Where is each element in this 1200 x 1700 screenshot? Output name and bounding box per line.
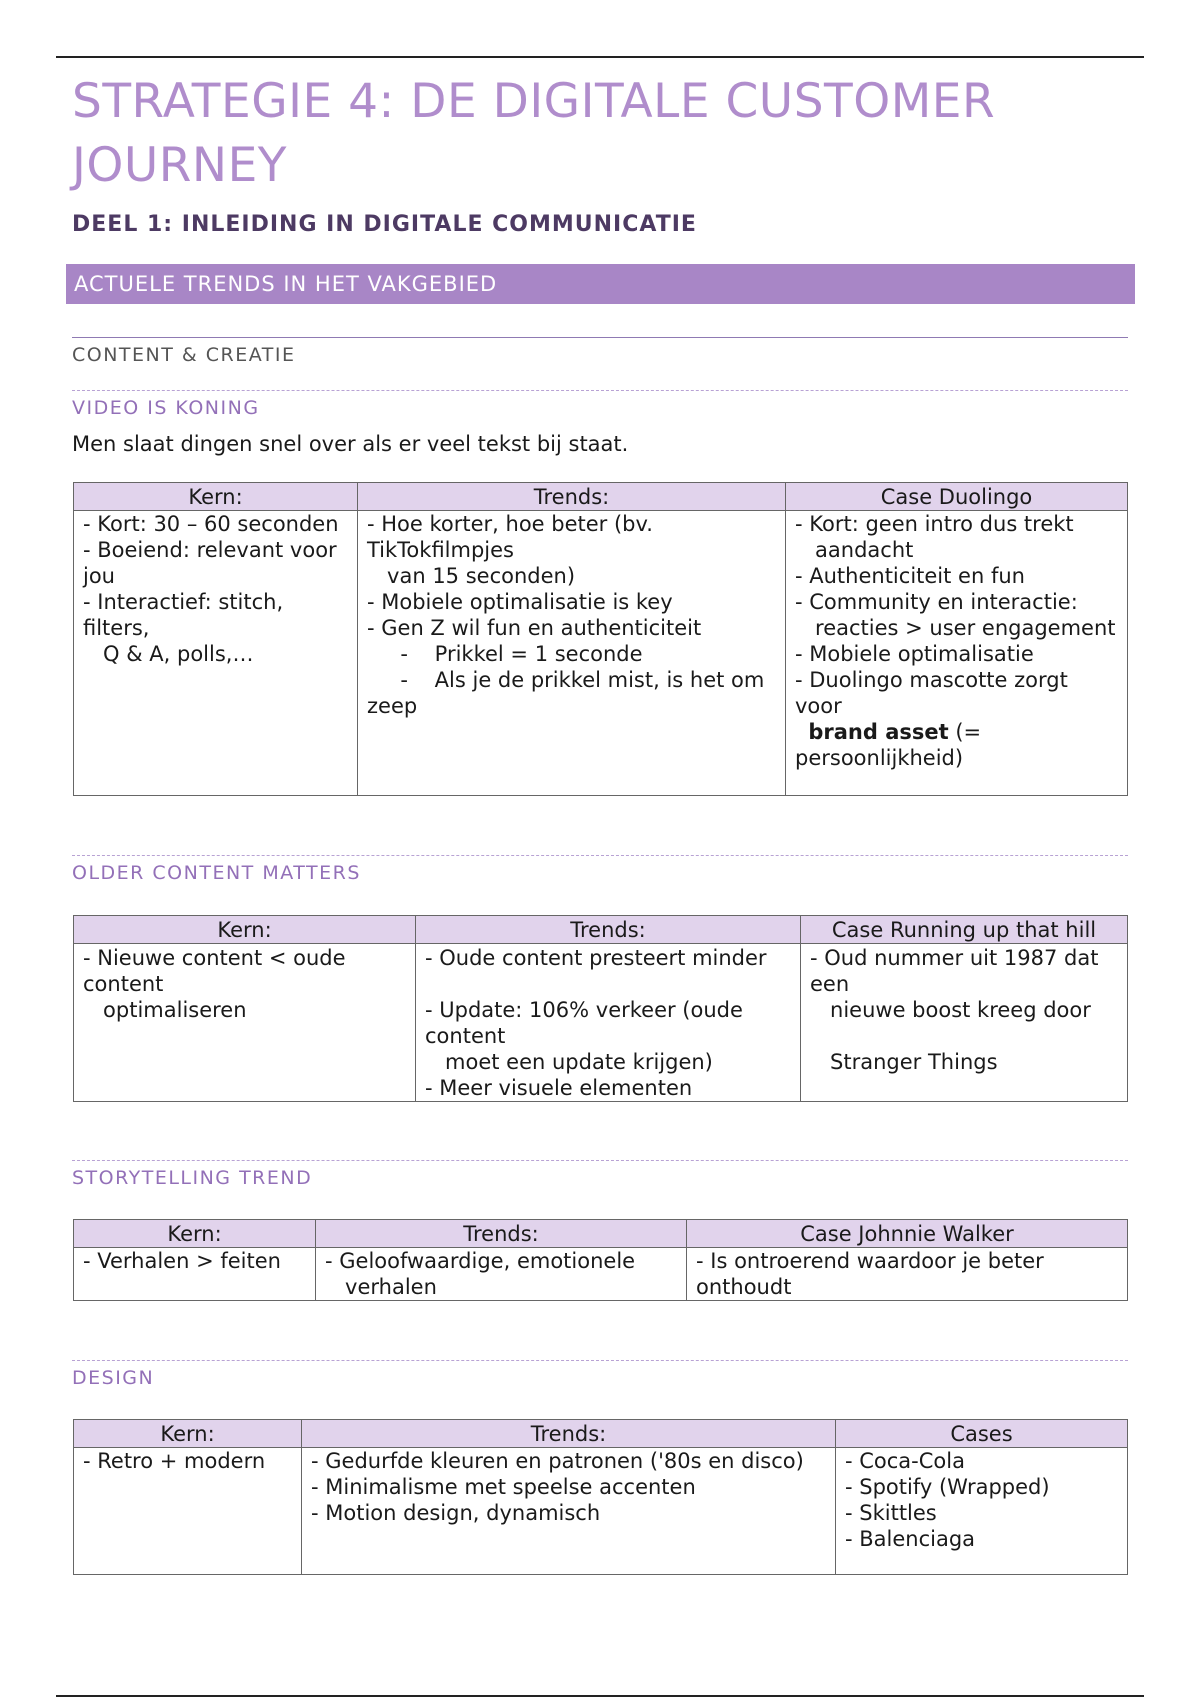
bottom-rule	[56, 1695, 1144, 1697]
kern-cell	[74, 944, 416, 1102]
list-item: - Nieuwe content < oude content	[83, 946, 353, 996]
list-item: - Gen Z wil fun en authenticiteit	[367, 616, 702, 640]
header-trends: Trends:	[416, 916, 801, 944]
brand-asset-bold: brand asset	[808, 720, 949, 744]
list-item: - Motion design, dynamisch	[311, 1501, 601, 1525]
part-subtitle: DEEL 1: INLEIDING IN DIGITALE COMMUNICATIE	[72, 212, 697, 237]
list-item: - Retro + modern	[83, 1449, 266, 1473]
list-item: - Is ontroerend waardoor je beter onthoudt	[696, 1249, 1051, 1299]
storytelling-table	[73, 1219, 1128, 1301]
list-item: reacties > user engagement	[795, 616, 1116, 640]
list-item: - Kort: geen intro dus trekt	[795, 512, 1074, 536]
top-rule	[56, 56, 1144, 58]
trends-cell	[316, 1248, 687, 1301]
list-item: - Geloofwaardige, emotionele	[325, 1249, 636, 1273]
header-case: Case Johnnie Walker	[687, 1220, 1128, 1248]
video-table	[73, 482, 1128, 796]
storytelling-heading: STORYTELLING TREND	[72, 1160, 1128, 1189]
older-table	[73, 915, 1128, 1102]
table-row	[74, 511, 1128, 796]
list-item: - Coca-Cola	[845, 1449, 965, 1473]
kern-cell	[74, 1448, 302, 1575]
header-kern: Kern:	[74, 1220, 316, 1248]
header-trends: Trends:	[302, 1420, 836, 1448]
list-item: - Als je de prikkel mist, is het om zeep	[367, 668, 772, 718]
list-item: - Verhalen > feiten	[83, 1249, 281, 1273]
table-row	[74, 944, 1128, 1102]
header-case: Case Duolingo	[786, 483, 1128, 511]
list-item: - Community en interactie:	[795, 590, 1078, 614]
list-item: - Gedurfde kleuren en patronen ('80s en disco)	[311, 1449, 804, 1473]
header-case: Case Running up that hill	[801, 916, 1128, 944]
table-header-row	[74, 1420, 1128, 1448]
list-item: moet een update krijgen)	[425, 1050, 713, 1074]
header-case: Cases	[836, 1420, 1128, 1448]
list-item	[810, 1023, 1118, 1049]
design-table	[73, 1419, 1128, 1575]
section-bar-heading: ACTUELE TRENDS IN HET VAKGEBIED	[66, 264, 1135, 304]
case-cell	[687, 1248, 1128, 1301]
video-koning-heading: VIDEO IS KONING	[72, 390, 1128, 419]
list-item: aandacht	[795, 538, 914, 562]
table-row	[74, 1448, 1128, 1575]
design-heading: DESIGN	[72, 1360, 1128, 1389]
list-item: - Mobiele optimalisatie is key	[367, 590, 673, 614]
list-item: - Oude content presteert minder	[425, 946, 767, 970]
list-item	[425, 971, 791, 997]
list-item: van 15 seconden)	[367, 564, 576, 588]
list-item: - Balenciaga	[845, 1527, 976, 1551]
list-item: Stranger Things	[810, 1050, 998, 1074]
header-kern: Kern:	[74, 483, 358, 511]
list-item: - Kort: 30 – 60 seconden	[83, 512, 339, 536]
table-header-row	[74, 483, 1128, 511]
list-item: - Interactief: stitch, filters,	[83, 590, 290, 640]
list-item: - Oud nummer uit 1987 dat een	[810, 946, 1106, 996]
header-kern: Kern:	[74, 916, 416, 944]
content-creatie-heading: CONTENT & CREATIE	[72, 337, 1128, 366]
case-cell	[786, 511, 1128, 796]
list-item: - Prikkel = 1 seconde	[367, 642, 643, 666]
list-item: nieuwe boost kreeg door	[810, 998, 1091, 1022]
list-item: - Duolingo mascotte zorgt voor	[795, 668, 1075, 718]
video-intro-text: Men slaat dingen snel over als er veel tekst bij staat.	[72, 432, 629, 456]
list-item: - Spotify (Wrapped)	[845, 1475, 1050, 1499]
case-cell	[801, 944, 1128, 1102]
list-item: Q & A, polls,…	[83, 642, 254, 666]
list-item	[795, 719, 1118, 771]
list-item: - Meer visuele elementen	[425, 1076, 693, 1100]
list-item: - Hoe korter, hoe beter (bv. TikTokfilmpjes	[367, 512, 660, 562]
list-item: - Boeiend: relevant voor jou	[83, 538, 344, 588]
list-item: optimaliseren	[83, 998, 247, 1022]
kern-cell	[74, 511, 358, 796]
header-trends: Trends:	[358, 483, 786, 511]
page-title: STRATEGIE 4: DE DIGITALE CUSTOMER JOURNEY	[72, 74, 996, 193]
list-item: - Update: 106% verkeer (oude content	[425, 998, 750, 1048]
header-kern: Kern:	[74, 1420, 302, 1448]
trends-cell	[416, 944, 801, 1102]
kern-cell	[74, 1248, 316, 1301]
trends-cell	[302, 1448, 836, 1575]
case-cell	[836, 1448, 1128, 1575]
list-item: - Skittles	[845, 1501, 937, 1525]
list-item: - Mobiele optimalisatie	[795, 642, 1034, 666]
list-item: verhalen	[325, 1275, 437, 1299]
table-row	[74, 1248, 1128, 1301]
table-header-row	[74, 1220, 1128, 1248]
older-content-heading: OLDER CONTENT MATTERS	[72, 855, 1128, 884]
brand-asset-tail: (= persoonlijkheid)	[795, 720, 988, 770]
trends-cell	[358, 511, 786, 796]
header-trends: Trends:	[316, 1220, 687, 1248]
list-item: - Minimalisme met speelse accenten	[311, 1475, 696, 1499]
list-item: - Authenticiteit en fun	[795, 564, 1025, 588]
table-header-row	[74, 916, 1128, 944]
